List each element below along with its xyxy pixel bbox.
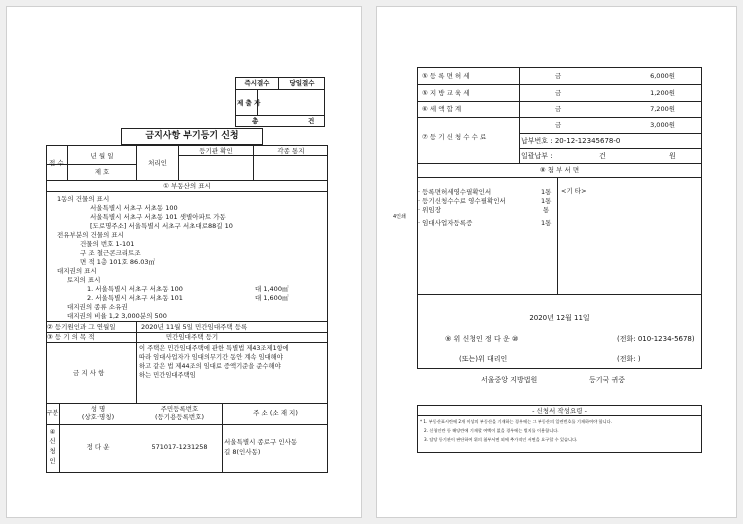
receipt-number: 제 호 — [94, 168, 110, 176]
property-line: 구 조 철근콘크리트조 — [80, 249, 141, 257]
restriction-label: 금 지 사 항 — [73, 369, 105, 377]
property-line: 토지의 표시 — [67, 276, 101, 284]
registry-name: 등기국 귀중 — [589, 376, 626, 384]
fee-label: ⑤ 지 방 교 육 세 — [422, 89, 470, 97]
applicant-address: 길 8(인사동) — [224, 448, 261, 456]
fee-amount: 6,000원 — [650, 72, 675, 80]
property-line: 전유부분의 건물의 표시 — [57, 231, 124, 239]
agent-phone: (전화: ) — [617, 355, 641, 363]
purpose-value: 민간임대주택 등기 — [165, 333, 219, 341]
property-line: 1. 서울특별시 서초구 서초동 100 — [87, 285, 183, 293]
cause-label: ② 등기원인과 그 연월일 — [47, 323, 116, 331]
applicant-number: ④ — [49, 428, 56, 436]
lump-sum-unit: 건 — [599, 152, 606, 160]
attachment-item: · 등기신청수수료 영수필확인서 — [418, 197, 506, 205]
instruction-line: 3. 담당 등기관이 판단하여 위의 첨부서면 외에 추가적인 서면을 요구할 수 있습니다. — [424, 437, 578, 442]
lump-sum-label: 일괄납부 : — [521, 152, 553, 160]
property-line: 1동의 건물의 표시 — [57, 195, 110, 203]
property-line: 대 1,400㎡ — [255, 285, 289, 293]
fee-amount: 1,200원 — [650, 89, 675, 97]
applicant-address: 서울특별시 종로구 인사동 — [224, 438, 298, 446]
applicant-id: 571017-1231258 — [151, 443, 208, 451]
property-header: ① 부동산의 표시 — [163, 182, 211, 190]
fee-prefix: 금 — [555, 72, 562, 80]
property-line: 서울특별시 서초구 서초동 100 — [90, 204, 178, 212]
page-title: 금지사항 부기등기 신청 — [145, 131, 239, 141]
margin-mark: 4인쇄 — [393, 214, 406, 220]
fee-total-prefix: 금 — [555, 121, 562, 129]
applicant-signature: ⑨ 위 신청인 정 다 운 ⑩ — [445, 335, 519, 343]
receipt-total-unit: 건 — [308, 117, 315, 125]
property-line: 대지권의 종류 소유권 — [67, 303, 128, 311]
instruction-line: * 1. 부동산표시란에 2개 이상의 부동산을 기재하는 경우에는 그 부동산의 일련번호를 기재하여야 합니다. — [420, 419, 612, 424]
id-header: 주민등록번호 — [160, 405, 199, 413]
receipt-total-label: 총 — [252, 117, 259, 125]
other-label: <기 타> — [561, 187, 587, 195]
payment-number: 납부번호 : 20-12-12345678-0 — [521, 137, 621, 145]
applicant-phone: (전화: 010-1234-5678) — [617, 335, 695, 343]
address-header: 주 소 (소 재 지) — [253, 409, 298, 417]
property-line: 건물의 번호 1-101 — [80, 240, 135, 248]
id-subheader: (등기용등록번호) — [154, 413, 205, 421]
property-line: [도로명주소] 서울특별시 서초구 서초대로88길 10 — [90, 222, 233, 230]
application-date: 2020년 12월 11일 — [529, 314, 590, 322]
cause-value: 2020년 11월 5일 민간임대주택 등록 — [141, 323, 248, 331]
notices-label: 각종 통지 — [277, 147, 305, 155]
receipt-label: 접 수 — [49, 159, 64, 167]
fee-total-amount: 3,000원 — [650, 121, 675, 129]
restriction-line: 하고 같은 법 제44조의 임대료 증액기준을 준수해야 — [139, 363, 281, 370]
form-page-1 — [6, 6, 362, 518]
property-line: 면 적 1층 101호 86.03㎡ — [80, 258, 156, 266]
attachment-item: · 위임장 — [418, 206, 441, 214]
property-line: 대지권의 표시 — [57, 267, 97, 275]
receipt-col2: 당일결수 — [289, 79, 315, 87]
restriction-line: 하는 민간임대주택임 — [139, 372, 196, 379]
attachment-item: · 등록면허세영수필확인서 — [418, 188, 492, 196]
fee-prefix: 금 — [555, 105, 562, 113]
attachment-count: 1통 — [541, 197, 552, 205]
fee-total-label: ⑦ 등 기 신 청 수 수 료 — [422, 133, 487, 141]
attachment-count: 1통 — [541, 219, 552, 227]
registrar-check: 등기관 확인 — [199, 147, 233, 155]
applicant-name: 정 다 운 — [86, 443, 110, 451]
applicant-role-char: 신 — [49, 437, 56, 445]
fee-label: ⑥ 세 액 합 계 — [422, 105, 462, 113]
applicant-role-char: 청 — [49, 447, 56, 455]
property-line: 대 1,600㎡ — [255, 294, 289, 302]
purpose-label: ③ 등 기 의 목 적 — [47, 333, 95, 341]
instruction-line: 2. 신청인란 등 해당란에 기재할 여백이 없을 경우에는 별지를 이용합니다. — [424, 428, 559, 433]
instructions-title: - 신청서 작성요령 - — [532, 407, 587, 415]
lump-sum-unit: 원 — [669, 152, 676, 160]
restriction-line: 이 주택은 민간임대주택에 관한 특별법 제43조제1항에 — [139, 345, 289, 352]
name-subheader: (상호·명칭) — [81, 413, 115, 421]
name-header: 성 명 — [90, 405, 106, 413]
fee-label: ⑤ 등 록 면 허 세 — [422, 72, 470, 80]
agent-line: (또는)위 대리인 — [459, 355, 508, 363]
restriction-line: 따라 임대사업자가 임대의무기간 동안 계속 임대해야 — [139, 354, 283, 361]
property-line: 서울특별시 서초구 서초동 101 샛별아파트 가동 — [90, 213, 226, 221]
receipt-submitter: 제 출 자 — [237, 99, 261, 107]
property-line: 2. 서울특별시 서초구 서초동 101 — [87, 294, 183, 302]
applicant-role-char: 인 — [49, 457, 56, 465]
attachment-count: 1통 — [541, 188, 552, 196]
attachment-item: · 임대사업자등록증 — [418, 219, 473, 227]
court-name: 서울중앙 지방법원 — [481, 376, 538, 384]
attachments-header: ⑧ 첨 부 서 면 — [539, 166, 580, 174]
attachment-count: 통 — [543, 206, 550, 214]
fee-prefix: 금 — [555, 89, 562, 97]
handler-label: 처리인 — [148, 159, 167, 167]
form-page-2 — [376, 6, 737, 518]
div-label: 구분 — [46, 410, 59, 417]
receipt-date: 년 월 일 — [90, 152, 114, 160]
receipt-col1: 즉시결수 — [244, 79, 270, 87]
property-line: 대지권의 비율 1,2 3,000분의 500 — [67, 312, 167, 320]
fee-amount: 7,200원 — [650, 105, 675, 113]
